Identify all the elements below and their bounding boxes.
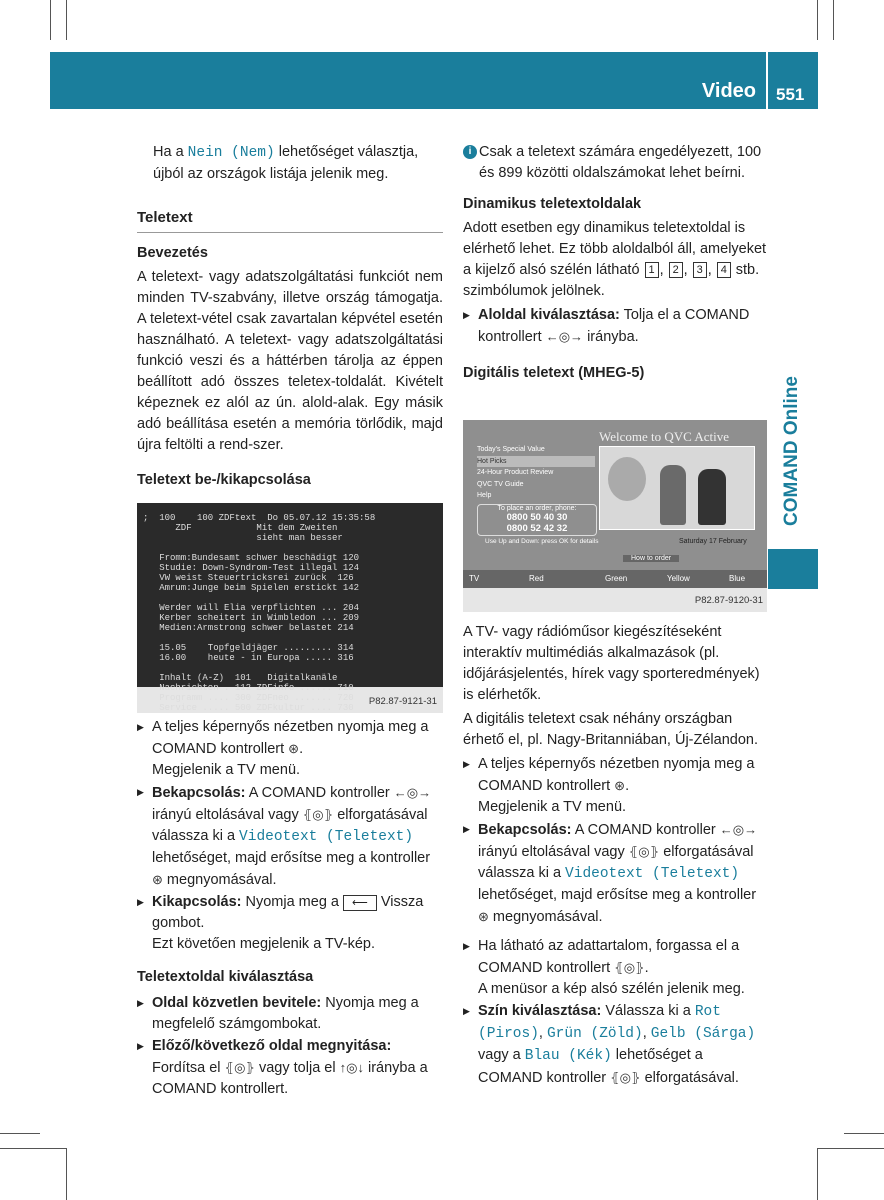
order-box: To place an order, phone: 0800 50 40 30 0800 52 42 32 (477, 504, 597, 536)
bullet-subpage: ▶ Aloldal kiválasztása: Tolja el a COMAND kontrollert ←◎→ irányba. (463, 305, 769, 348)
onoff-heading: Teletext be-/kikapcsolása (137, 472, 311, 488)
teletext-line: 15.05 Topfgeldjäger ......... 314 (143, 643, 354, 653)
bevezetes-heading: Bevezetés (137, 245, 208, 261)
teletext-line: Werder will Elia verpflichten ... 204 (143, 603, 360, 613)
teletext-line: VW weist Steuertricksrei zurück 126 (143, 573, 354, 583)
bullet-prev-next: ▶ Előző/következő oldal megnyitása: Fordítsa el ⦃◎⦄ vagy tolja el ↑◎↓ irányba a COMAND kontrollert. (137, 1036, 443, 1100)
teletext-line: 16.00 heute - in Europa ..... 316 (143, 653, 354, 663)
color-bar (463, 570, 767, 588)
nein-option: Nein (Nem) (187, 145, 275, 161)
teletext-line: Studie: Down-Syndrom-Test illegal 124 (143, 563, 360, 573)
crop-mark (0, 1148, 66, 1149)
mheg-figure (463, 420, 767, 612)
crop-mark (817, 0, 818, 40)
crop-mark (833, 0, 834, 40)
gruen-option: Grün (Zöld) (546, 1026, 643, 1042)
bevezetes-text: A teletext- vagy adatszolgáltatási funkciót nem minden TV-szabvány, illetve ország támogatja. A teletext-vétel csak zavartalan képvétel esetén használható. A teletext- vagy adatszolgáltatási funkció veszi és a háttérben tárolja az éppen beállított adó összes teletex-toldalát. Kivételt képeznek ez alól az ún. alold-alak. Egy másik adó beállítása esetén a memória törlődik, majd újra feltölti a rend-szer. (137, 269, 443, 453)
rot-option: Rot (Piros) (478, 1004, 721, 1042)
mheg-date: Saturday 17 February (679, 538, 747, 545)
menu-item-selected: Hot Picks (477, 456, 595, 468)
bullet-select-color: ▶ Szín kiválasztása: Válassza ki a Rot (Piros), Grün (Zöld), Gelb (Sárga) vagy a Blau (Kék) lehetőséget a COMAND kontroller ⦃◎⦄ elforgatásával. (463, 1001, 769, 1089)
teletext-line: Kerber scheitert in Wimbledon ... 209 (143, 613, 360, 623)
crop-mark (817, 1148, 818, 1200)
right-column (463, 142, 769, 384)
key-3: 3 (693, 262, 707, 278)
dynamic-heading: Dinamikus teletextoldalak (463, 196, 642, 212)
teletext-line: Fromm:Bundesamt schwer beschädigt 120 (143, 553, 360, 563)
teletext-line (143, 593, 443, 603)
controller-rotate-icon: ⦃◎⦄ (302, 807, 334, 822)
mheg-paragraph-1: A TV- vagy rádióműsor kiegészítéseként interaktív multimédiás alkalmazások (pl. időjárásjelentés, hírek vagy sporteredmények) is elérhetők. (463, 624, 760, 703)
teletext-line: Amrum:Junge beim Spielen erstickt 142 (143, 583, 360, 593)
controller-rotate-icon: ⦃◎⦄ (628, 844, 660, 859)
intro-paragraph: Ha a Nein (Nem) lehetőséget választja, újból az országok listája jelenik meg. (153, 144, 419, 182)
yellow-button: Yellow (667, 574, 690, 583)
teletext-line: Medien:Armstrong schwer belastet 214 (143, 623, 354, 633)
controller-updown-icon: ↑◎↓ (339, 1060, 364, 1075)
controller-slide-icon: ←◎→ (393, 785, 432, 800)
teletext-line (143, 633, 443, 643)
figure-id: P82.87-9120-31 (694, 595, 763, 606)
key-2: 2 (669, 262, 683, 278)
teletext-line (143, 663, 443, 673)
figure-id: P82.87-9121-31 (368, 696, 437, 707)
teletext-line: Programm .... 300 ZDFneo ....... 720 (143, 693, 354, 703)
bullet-switch-on: ▶ Bekapcsolás: A COMAND kontroller ←◎→ irányú eltolásával vagy ⦃◎⦄ elforgatásával válassza ki a Videotext (Teletext) lehetőséget, majd erősítse meg a kontroller ⊛ megnyomásával. (463, 819, 769, 928)
bullet-switch-on: ▶ Bekapcsolás: A COMAND kontroller ←◎→ irányú eltolásával vagy ⦃◎⦄ elforgatásával válassza ki a Videotext (Teletext) lehetőséget, majd erősítse meg a kontroller ⊛ megnyomásával. (137, 782, 443, 891)
controller-press-icon: ⊛ (478, 909, 489, 924)
controller-rotate-icon: ⦃◎⦄ (610, 1070, 641, 1085)
person-shape (698, 469, 726, 525)
videotext-option: Videotext (Teletext) (239, 829, 414, 845)
crop-mark (66, 0, 67, 40)
teletext-figure (137, 503, 443, 713)
info-icon: i (463, 145, 477, 159)
controller-rotate-icon: ⦃◎⦄ (614, 960, 645, 975)
teletext-heading: Teletext (137, 207, 443, 233)
qvc-logo: Welcome to QVC Active (599, 429, 730, 444)
page-number: 551 (776, 85, 805, 104)
teletext-line: ZDF Mit dem Zweiten (143, 523, 338, 533)
crop-mark (817, 1148, 884, 1149)
teletext-line: Inhalt (A-Z) 101 Digitalkanäle (143, 673, 338, 683)
videotext-option: Videotext (Teletext) (565, 866, 740, 882)
tv-button: TV (469, 574, 480, 583)
teletext-line: Nachrichten . 112 ZDFinfo ...... 710 (143, 683, 354, 693)
info-note: i Csak a teletext számára engedélyezett, 100 és 899 közötti oldalszámokat lehet beírni. (463, 142, 769, 184)
flower-shape (608, 457, 646, 501)
menu-item: QVC TV Guide (477, 480, 524, 488)
crop-mark (66, 1148, 67, 1200)
mheg-heading: Digitális teletext (MHEG-5) (463, 365, 645, 381)
key-4: 4 (717, 262, 731, 278)
controller-press-icon: ⊛ (288, 741, 300, 756)
blau-option: Blau (Kék) (524, 1048, 612, 1064)
teletext-line: ; 100 100 ZDFtext Do 05.07.12 15:35:58 (143, 513, 376, 523)
left-column-lower (137, 717, 443, 1100)
dynamic-text: Adott esetben egy dinamikus teletextoldal is elérhető lehet. Ez több aloldalból áll, amelyeket a kijelző alsó szélén látható 1 , 2 , 3 , 4 stb. szimbólumok jelölnek. (463, 220, 767, 299)
right-column-lower (463, 622, 769, 1089)
teletext-line: sieht man besser (143, 533, 343, 543)
teletext-line (143, 543, 443, 553)
back-key-icon: ⟵ (343, 895, 377, 911)
mheg-screen (463, 420, 767, 588)
mheg-paragraph-2: A digitális teletext csak néhány országban érhető el, pl. Nagy-Britanniában, Új-Zélandon. (463, 711, 758, 748)
controller-slide-icon: ←◎→ (545, 329, 584, 344)
bullet-open-menu: ▶ A teljes képernyős nézetben nyomja meg a COMAND kontrollert ⊛. Megjelenik a TV menü. (137, 717, 443, 781)
page-select-heading: Teletextoldal kiválasztása (137, 969, 314, 985)
crop-mark (0, 1133, 40, 1134)
red-button: Red (529, 574, 544, 583)
crop-mark (844, 1133, 884, 1134)
menu-item: 24-Hour Product Review (477, 469, 554, 476)
green-button: Green (605, 574, 628, 583)
side-tab-label: COMAND Online (781, 375, 803, 526)
bullet-direct-entry: ▶ Oldal közvetlen bevitele: Nyomja meg a megfelelő számgombokat. (137, 993, 443, 1035)
key-1: 1 (645, 262, 659, 278)
controller-press-icon: ⊛ (152, 872, 163, 887)
left-column (137, 142, 443, 491)
teletext-line: Service ..... 500 ZDFkultur .... 730 (143, 703, 354, 713)
side-tab-marker (768, 549, 818, 589)
updown-hint: Use Up and Down: press OK for details (485, 538, 599, 545)
bullet-switch-off: ▶ Kikapcsolás: Nyomja meg a ⟵ Vissza gombot. Ezt követően megjelenik a TV-kép. (137, 892, 443, 955)
menu-item: Help (477, 492, 492, 499)
qvc-photo (599, 446, 755, 530)
bullet-open-menu: ▶ A teljes képernyős nézetben nyomja meg a COMAND kontrollert ⊛. Megjelenik a TV menü. (463, 754, 769, 818)
controller-slide-icon: ←◎→ (719, 822, 758, 837)
how-to-order: How to order (623, 555, 679, 562)
bullet-rotate-data: ▶ Ha látható az adattartalom, forgassa el a COMAND kontrollert ⦃◎⦄. A menüsor a kép alsó szélén jelenik meg. (463, 936, 769, 1000)
controller-rotate-icon: ⦃◎⦄ (224, 1060, 255, 1075)
crop-mark (50, 0, 51, 40)
header-bar (50, 52, 766, 109)
menu-item: Today's Special Value (477, 446, 545, 453)
blue-button: Blue (729, 574, 746, 583)
section-title: Video (701, 80, 756, 102)
person-shape (660, 465, 686, 525)
mheg-menu (477, 444, 595, 502)
gelb-option: Gelb (Sárga) (650, 1026, 756, 1042)
controller-press-icon: ⊛ (614, 778, 626, 793)
